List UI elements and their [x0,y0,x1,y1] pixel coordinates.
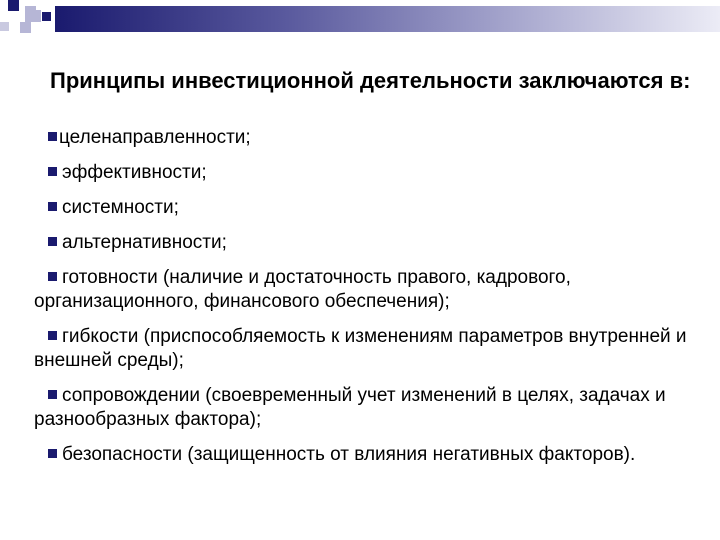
decor-square [8,0,19,11]
list-item-text: целенаправленности; [59,127,251,148]
square-bullet-icon [48,132,57,141]
slide-heading [34,66,694,95]
square-bullet-icon [48,390,57,399]
list-item-text: гибкости (приспособляемость к изменениям параметров внутренней и внешней среды); [34,326,687,371]
list-item [34,443,694,467]
square-bullet-icon [48,449,57,458]
decor-square [20,22,31,33]
decor-square [42,12,51,21]
list-item-text: безопасности (защищенность от влияния негативных факторов). [62,444,636,465]
list-item [34,384,694,432]
square-bullet-icon [48,237,57,246]
list-item [34,126,694,150]
list-item-text: готовности (наличие и достаточность правого, кадрового, организационного, финансового обеспечения); [34,267,571,312]
decor-square [0,22,9,31]
decor-square [36,0,52,10]
list-item [34,266,694,314]
square-bullet-icon [48,272,57,281]
square-bullet-icon [48,167,57,176]
list-item [34,325,694,373]
list-item-text: эффективности; [62,162,207,183]
slide-heading-text: Принципы инвестиционной деятельности заключаются в: [50,68,691,93]
list-item [34,231,694,255]
list-item-text: альтернативности; [62,232,227,253]
square-bullet-icon [48,202,57,211]
square-bullet-icon [48,331,57,340]
list-item [34,161,694,185]
list-item [34,196,694,220]
list-item-text: системности; [62,197,179,218]
title-gradient-bar [55,6,720,32]
principles-list [34,126,694,478]
list-item-text: сопровождении (своевременный учет изменений в целях, задачах и разнообразных фактора); [34,385,666,430]
